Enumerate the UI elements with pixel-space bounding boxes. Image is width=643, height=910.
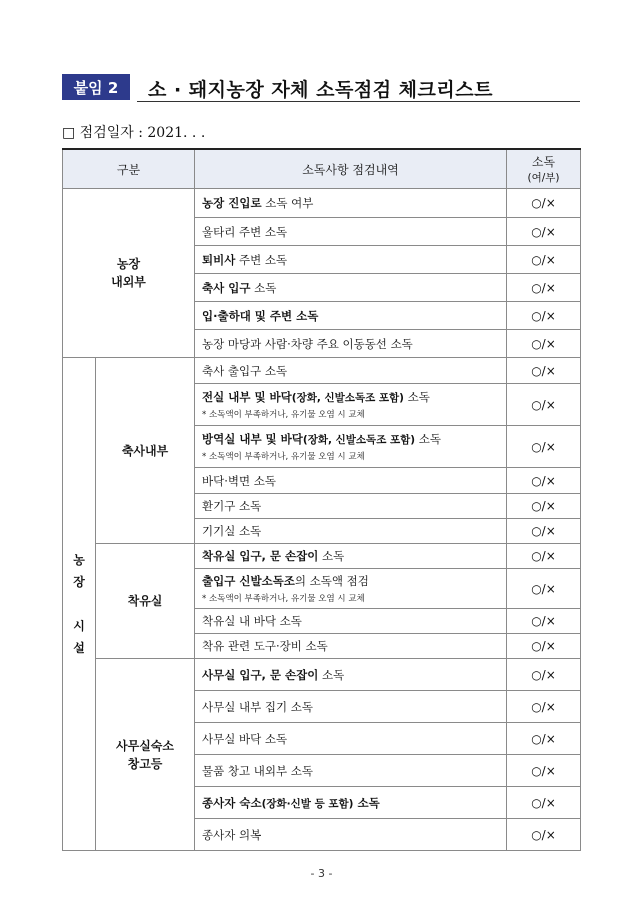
category-barn-interior: 축사내부 <box>96 358 195 544</box>
check-mark[interactable]: ○/× <box>507 609 581 634</box>
check-item: 종사자 의복 <box>195 819 507 851</box>
check-mark[interactable]: ○/× <box>507 302 581 330</box>
category-farm-inner-outer: 농장 내외부 <box>63 189 195 358</box>
check-item: 방역실 내부 및 바닥(장화, 신발소독조 포함) 소독 * 소독액이 부족하거나, 유기물 오염 시 교체 <box>195 426 507 468</box>
table-header-row <box>63 149 581 189</box>
check-mark[interactable]: ○/× <box>507 691 581 723</box>
check-item: 사무실 입구, 문 손잡이 소독 <box>195 659 507 691</box>
check-item: 농장 마당과 사람·차량 주요 이동동선 소독 <box>195 330 507 358</box>
inspection-date-line: □ 점검일자 : 2021. . . <box>62 125 206 141</box>
check-mark[interactable]: ○/× <box>507 723 581 755</box>
check-mark[interactable]: ○/× <box>507 494 581 519</box>
check-item: 출입구 신발소독조의 소독액 점검 * 소독액이 부족하거나, 유기물 오염 시 교체 <box>195 569 507 609</box>
header-check: 소독 (여/부) <box>507 149 581 189</box>
check-mark[interactable]: ○/× <box>507 468 581 494</box>
table-row <box>63 544 581 569</box>
check-item: 착유실 입구, 문 손잡이 소독 <box>195 544 507 569</box>
check-mark[interactable]: ○/× <box>507 569 581 609</box>
category-milking-room: 착유실 <box>96 544 195 659</box>
check-item: 바닥·벽면 소독 <box>195 468 507 494</box>
check-mark[interactable]: ○/× <box>507 426 581 468</box>
check-item: 농장 진입로 소독 여부 <box>195 189 507 218</box>
table-row <box>63 189 581 218</box>
check-mark[interactable]: ○/× <box>507 218 581 246</box>
check-mark[interactable]: ○/× <box>507 544 581 569</box>
check-item: 종사자 숙소(장화·신발 등 포함) 소독 <box>195 787 507 819</box>
checklist-table <box>62 148 581 851</box>
category-office-dorm-storage: 사무실숙소 창고등 <box>96 659 195 851</box>
check-item: 물품 창고 내외부 소독 <box>195 755 507 787</box>
check-item: 착유실 내 바닥 소독 <box>195 609 507 634</box>
header-category: 구분 <box>63 149 195 189</box>
check-mark[interactable]: ○/× <box>507 384 581 426</box>
check-mark[interactable]: ○/× <box>507 819 581 851</box>
check-item: 환기구 소독 <box>195 494 507 519</box>
check-mark[interactable]: ○/× <box>507 274 581 302</box>
check-item: 축사 입구 소독 <box>195 274 507 302</box>
attachment-badge: 붙임 2 <box>62 74 130 100</box>
check-mark[interactable]: ○/× <box>507 330 581 358</box>
check-mark[interactable]: ○/× <box>507 634 581 659</box>
check-item: 사무실 내부 집기 소독 <box>195 691 507 723</box>
check-mark[interactable]: ○/× <box>507 755 581 787</box>
category-farm-facilities: 농 장 시 설 <box>63 358 96 851</box>
check-mark[interactable]: ○/× <box>507 787 581 819</box>
check-item: 울타리 주변 소독 <box>195 218 507 246</box>
check-mark[interactable]: ○/× <box>507 519 581 544</box>
check-item: 사무실 바닥 소독 <box>195 723 507 755</box>
check-item: 기기실 소독 <box>195 519 507 544</box>
table-row <box>63 358 581 384</box>
header-content: 소독사항 점검내역 <box>195 149 507 189</box>
check-mark[interactable]: ○/× <box>507 659 581 691</box>
page-number: - 3 - <box>310 867 333 880</box>
check-item: 착유 관련 도구·장비 소독 <box>195 634 507 659</box>
page-title: 소 · 돼지농장 자체 소독점검 체크리스트 <box>148 79 493 101</box>
table-row <box>63 659 581 691</box>
check-item: 입·출하대 및 주변 소독 <box>195 302 507 330</box>
check-item: 축사 출입구 소독 <box>195 358 507 384</box>
check-mark[interactable]: ○/× <box>507 358 581 384</box>
check-mark[interactable]: ○/× <box>507 189 581 218</box>
check-item: 퇴비사 주변 소독 <box>195 246 507 274</box>
check-item: 전실 내부 및 바닥(장화, 신발소독조 포함) 소독 * 소독액이 부족하거나, 유기물 오염 시 교체 <box>195 384 507 426</box>
document-header <box>62 74 580 104</box>
check-mark[interactable]: ○/× <box>507 246 581 274</box>
title-underline <box>137 101 580 102</box>
